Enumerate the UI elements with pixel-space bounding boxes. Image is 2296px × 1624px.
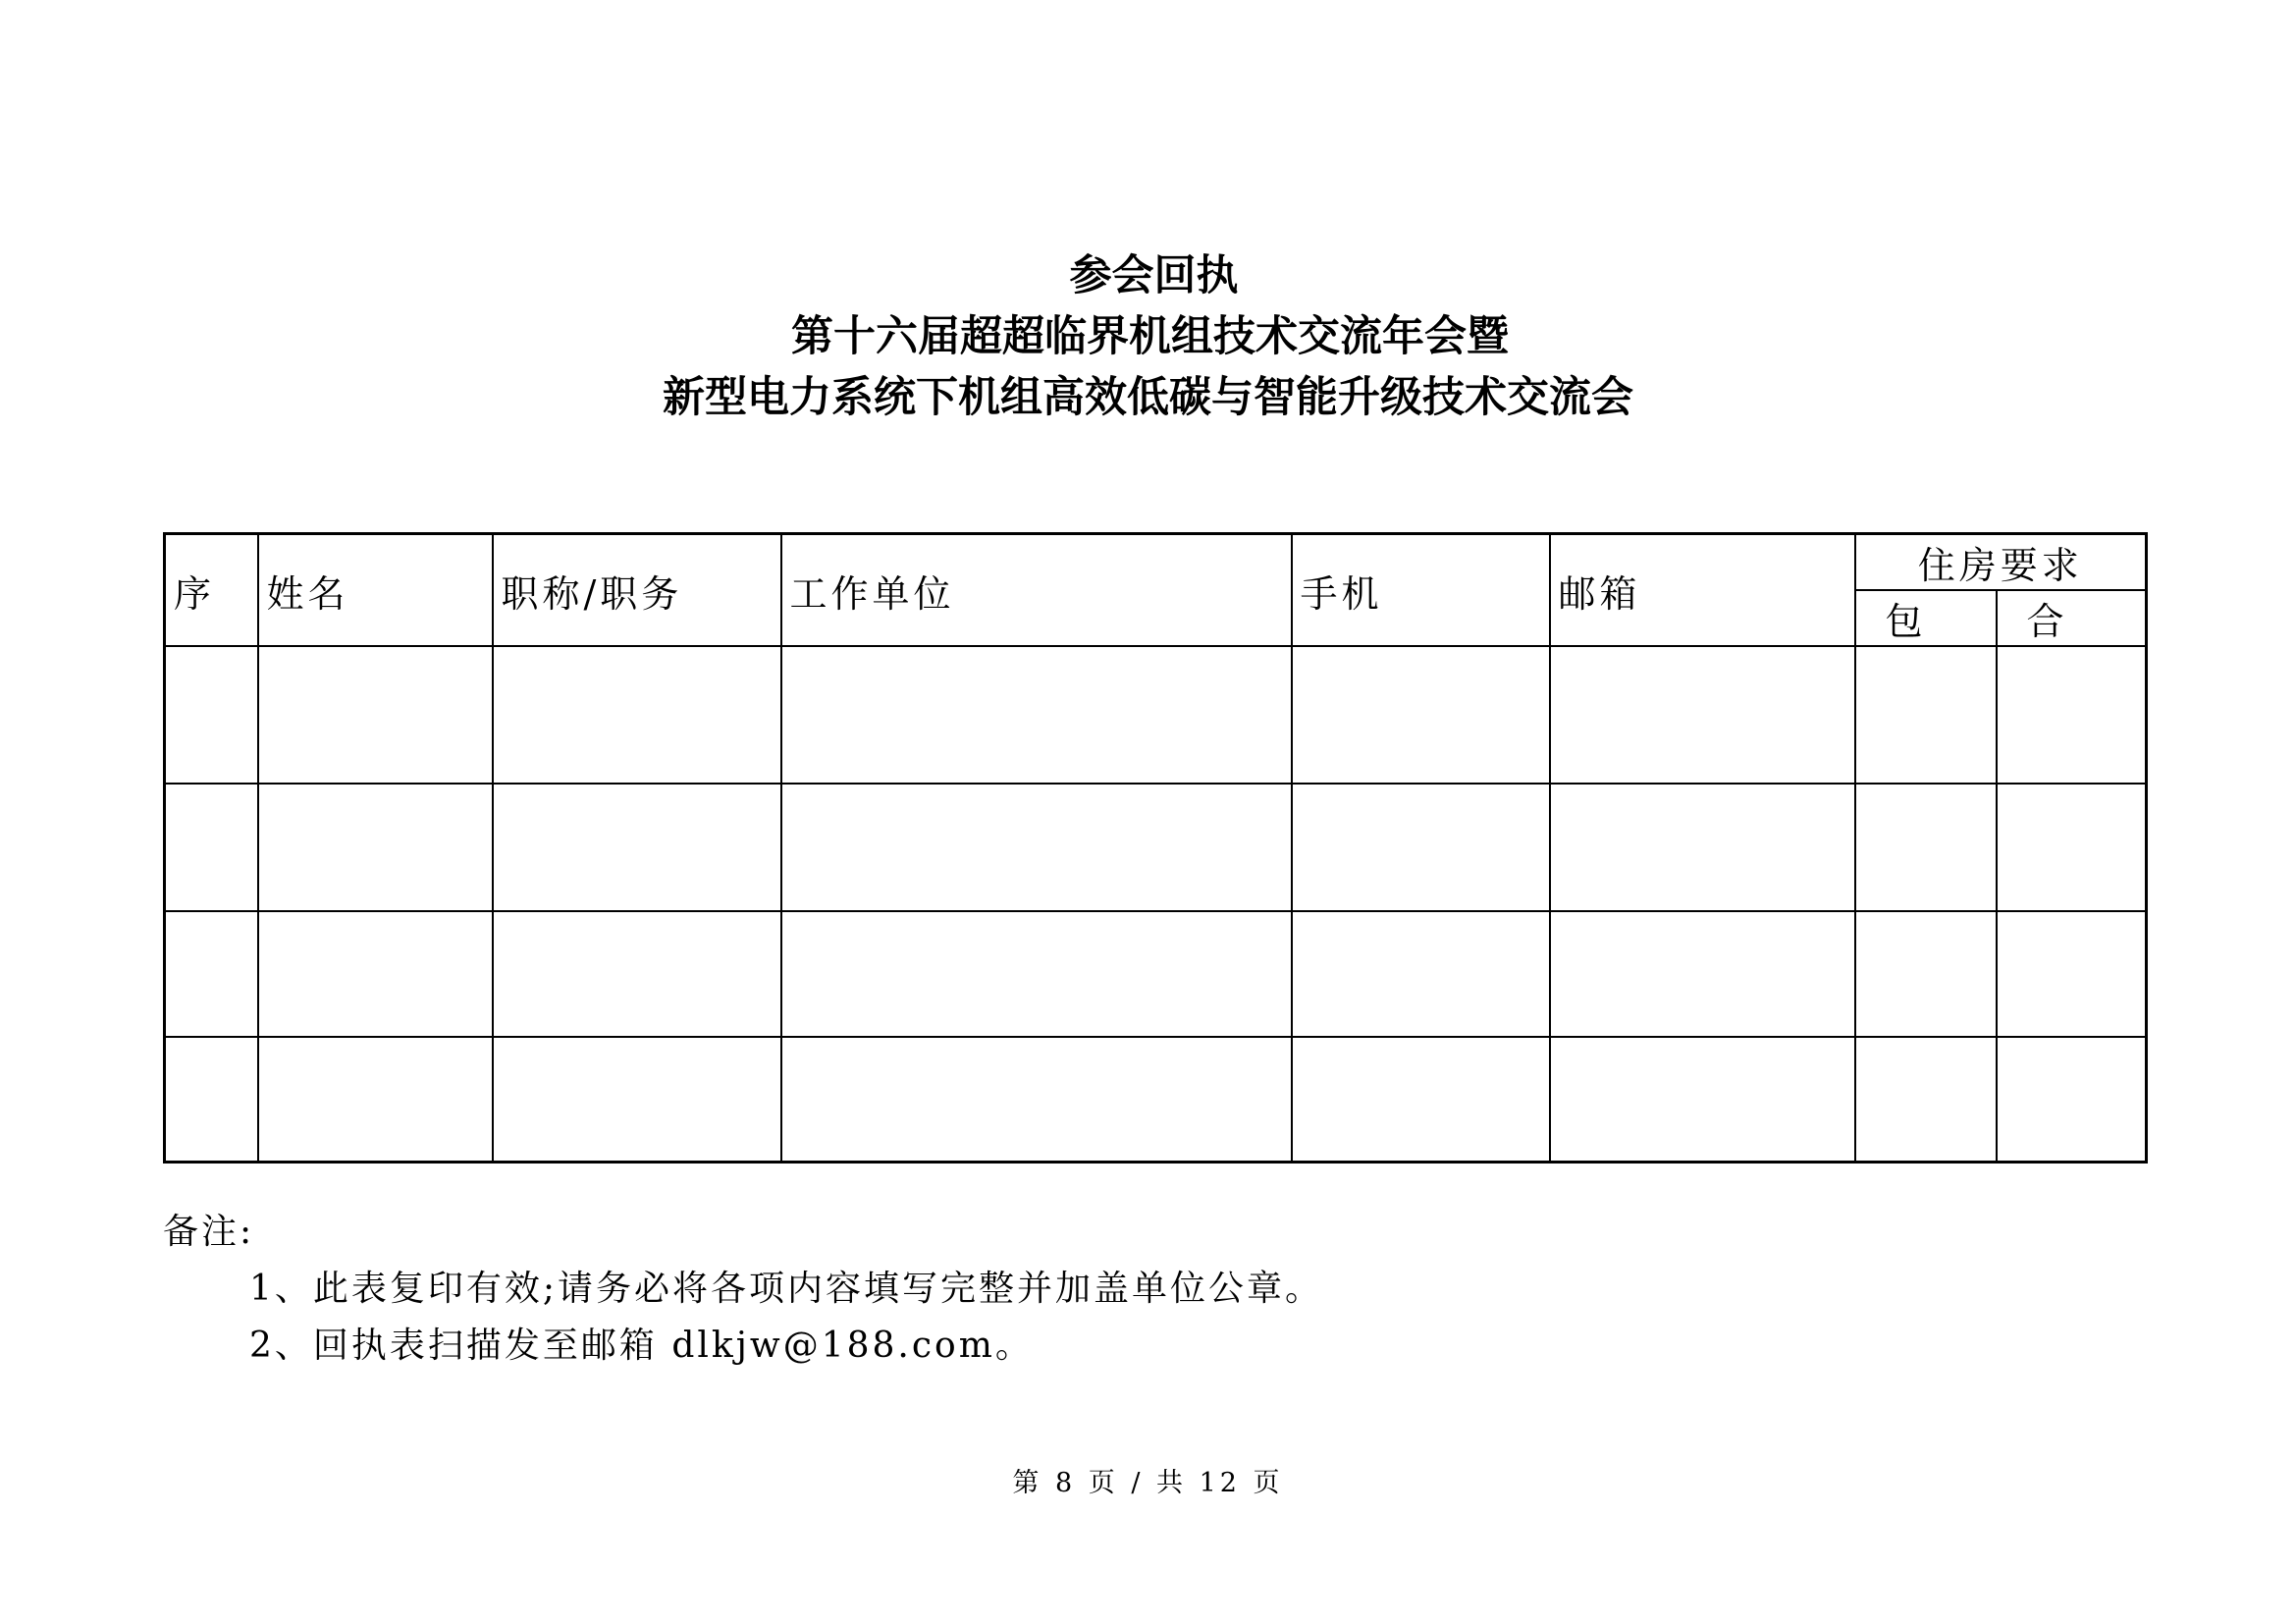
cell-housing-private[interactable]	[1855, 646, 1997, 784]
cell-seq[interactable]	[165, 911, 258, 1037]
notes-section	[163, 1204, 1323, 1375]
cell-mobile[interactable]	[1292, 784, 1550, 911]
notes-heading: 备注:	[163, 1212, 255, 1252]
cell-housing-private[interactable]	[1855, 911, 1997, 1037]
cell-work-unit[interactable]	[781, 1037, 1292, 1163]
table-row	[165, 911, 2147, 1037]
cell-name[interactable]	[258, 784, 493, 911]
header-work-unit: 工作单位	[781, 534, 1292, 647]
cell-mobile[interactable]	[1292, 911, 1550, 1037]
cell-housing-shared[interactable]	[1997, 784, 2147, 911]
header-housing-private: 包	[1855, 590, 1997, 646]
title-line-3: 新型电力系统下机组高效低碳与智能升级技术交流会	[663, 373, 1633, 422]
cell-email[interactable]	[1550, 646, 1855, 784]
cell-work-unit[interactable]	[781, 784, 1292, 911]
header-name: 姓名	[258, 534, 493, 647]
header-housing-shared: 合	[1997, 590, 2147, 646]
cell-work-unit[interactable]	[781, 911, 1292, 1037]
cell-housing-private[interactable]	[1855, 1037, 1997, 1163]
cell-email[interactable]	[1550, 1037, 1855, 1163]
cell-seq[interactable]	[165, 784, 258, 911]
cell-name[interactable]	[258, 1037, 493, 1163]
cell-title-position[interactable]	[493, 1037, 781, 1163]
header-seq: 序	[165, 534, 258, 647]
title-line-1: 参会回执	[1069, 251, 1239, 300]
page-indicator: 第 8 页 / 共 12 页	[1012, 1468, 1284, 1498]
note-item-2: 2、回执表扫描发至邮箱 dlkjw@188.com。	[249, 1326, 1034, 1366]
title-line-2: 第十六届超超临界机组技术交流年会暨	[791, 312, 1509, 361]
cell-name[interactable]	[258, 646, 493, 784]
table-row	[165, 1037, 2147, 1163]
cell-housing-private[interactable]	[1855, 784, 1997, 911]
cell-title-position[interactable]	[493, 784, 781, 911]
cell-email[interactable]	[1550, 911, 1855, 1037]
cell-housing-shared[interactable]	[1997, 1037, 2147, 1163]
cell-work-unit[interactable]	[781, 646, 1292, 784]
registration-form-table	[163, 532, 2148, 1164]
cell-housing-shared[interactable]	[1997, 646, 2147, 784]
table-header-row	[165, 534, 2147, 591]
table-row	[165, 784, 2147, 911]
header-email: 邮箱	[1550, 534, 1855, 647]
table-row	[165, 646, 2147, 784]
cell-seq[interactable]	[165, 1037, 258, 1163]
cell-mobile[interactable]	[1292, 646, 1550, 784]
cell-title-position[interactable]	[493, 646, 781, 784]
note-item-1: 1、此表复印有效;请务必将各项内容填写完整并加盖单位公章。	[249, 1269, 1324, 1309]
cell-name[interactable]	[258, 911, 493, 1037]
header-title-position: 职称/职务	[493, 534, 781, 647]
cell-title-position[interactable]	[493, 911, 781, 1037]
header-mobile: 手机	[1292, 534, 1550, 647]
cell-seq[interactable]	[165, 646, 258, 784]
cell-email[interactable]	[1550, 784, 1855, 911]
cell-housing-shared[interactable]	[1997, 911, 2147, 1037]
header-housing: 住房要求	[1855, 534, 2147, 591]
document-title	[0, 245, 2296, 428]
cell-mobile[interactable]	[1292, 1037, 1550, 1163]
